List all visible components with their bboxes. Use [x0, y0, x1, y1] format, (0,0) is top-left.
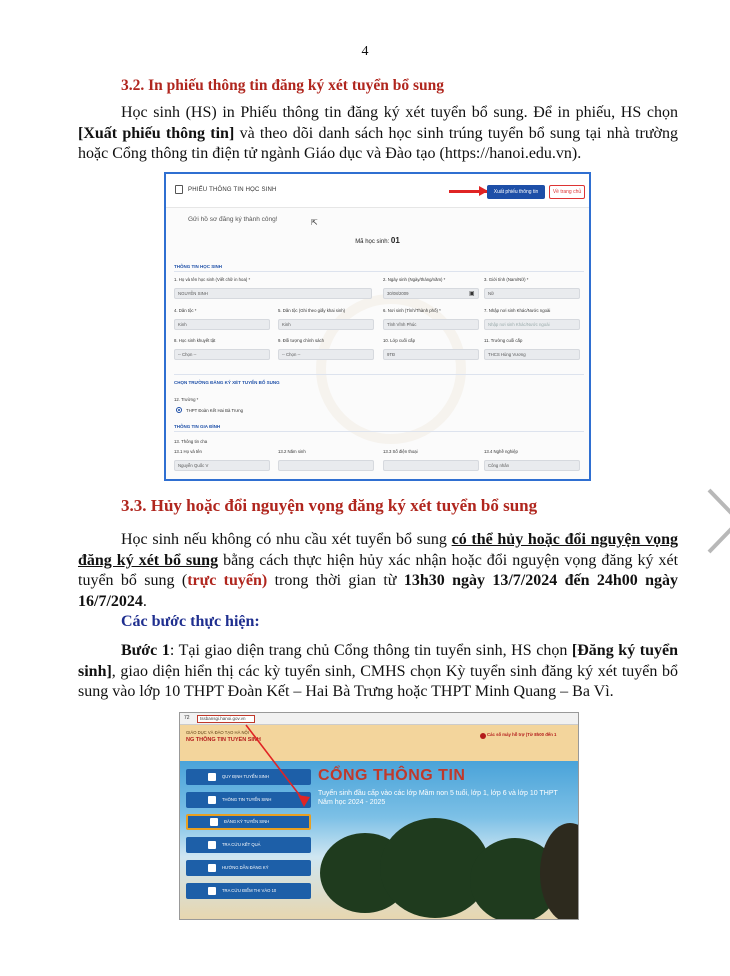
home-button[interactable]: Về trang chủ — [549, 185, 585, 199]
menu-label: TRA CỨU KẾT QUẢ — [222, 842, 261, 847]
field-9-label: 9. Đối tượng chính sách — [278, 338, 325, 343]
para-underline: có thể hủy hoặc đổi nguyện vọng đăng ký xét bổ sung — [78, 531, 678, 569]
field-6-label: 6. Nơi sinh (Tỉnh/Thành phố) * — [383, 308, 441, 313]
field-13-3-input[interactable] — [383, 460, 479, 471]
field-6-select[interactable]: Tỉnh Vĩnh Phúc — [383, 319, 479, 330]
org-name: GIÁO DỤC VÀ ĐÀO TẠO HÀ NỘI — [186, 730, 249, 735]
banner-year: Năm học 2024 - 2025 — [318, 799, 386, 806]
field-13-2-input[interactable] — [278, 460, 374, 471]
chevron-right-icon[interactable] — [705, 486, 730, 556]
para-text: bằng cách thực hiện hủy xác nhận hoặc đổi nguyện vọng đăng ký xét tuyển bổ sung ( — [78, 551, 679, 589]
student-code — [166, 236, 589, 245]
para-bold: [Đăng ký tuyển sinh] — [78, 642, 679, 680]
section-3-2-paragraph — [78, 103, 678, 165]
divider — [174, 374, 584, 375]
section-student-info: THÔNG TIN HỌC SINH — [174, 264, 222, 269]
para-text: , giao diện hiển thị các kỳ tuyển sinh, CMHS chọn Kỳ tuyển sinh đăng ký xét tuyển bổ sung vào lớp 10 THPT Đoàn Kết – Hai Bà Trưng hoặc THPT Minh Quang – Ba Vì. — [78, 662, 678, 700]
field-2-input[interactable]: 30/08/2009 — [383, 288, 479, 299]
field-5-label: 5. Dân tộc (Ghi theo giấy khai sinh) — [278, 308, 346, 313]
url-field[interactable]: tssbansgi.hanoi.gov.vn — [197, 715, 255, 723]
field-5-select[interactable]: Kinh — [278, 319, 374, 330]
menu-icon — [208, 773, 216, 781]
phone-icon — [480, 733, 486, 739]
school-radio[interactable] — [176, 407, 182, 413]
field-13-label: 13. Thông tin cha — [174, 439, 208, 444]
divider — [174, 431, 584, 432]
field-9-select[interactable]: -- Chọn -- — [278, 349, 374, 360]
field-8-label: 8. Học sinh khuyết tật — [174, 338, 216, 343]
field-13-1-label: 13.1 Họ và tên — [174, 449, 202, 454]
menu-item[interactable] — [186, 883, 311, 899]
menu-icon — [208, 864, 216, 872]
step-1-paragraph — [78, 641, 678, 703]
hotline-text[interactable]: Các số máy hỗ trợ (Từ 8h00 đến 1 — [487, 732, 557, 737]
field-7-label: 7. Nhập nơi sinh Khác/Nước ngoài — [484, 308, 551, 313]
menu-icon — [208, 841, 216, 849]
field-10-label: 10. Lớp cuối cấp — [383, 338, 415, 343]
student-code-label: Mã học sinh: — [355, 239, 390, 245]
export-info-button[interactable]: Xuất phiếu thông tin — [487, 185, 545, 199]
field-11-input[interactable]: THCS Hùng Vương — [484, 349, 580, 360]
field-1-label: 1. Họ và tên học sinh (Viết chữ in hoa) * — [174, 277, 251, 282]
field-13-1-input[interactable]: Nguyễn Quốc V — [174, 460, 270, 471]
field-4-label: 4. Dân tộc * — [174, 308, 197, 313]
banner-title: CỔNG THÔNG TIN — [318, 767, 466, 784]
field-1-input[interactable]: NGUYỄN SINH — [174, 288, 372, 299]
menu-icon — [210, 818, 218, 826]
para-text: . — [142, 592, 147, 610]
page-number: 4 — [361, 44, 369, 59]
form-screenshot — [164, 172, 591, 481]
para-text: : Tại giao diện trang chủ Cổng thông tin tuyển sinh, HS chọn — [169, 642, 572, 659]
watermark-seal — [316, 294, 466, 444]
cursor-icon: ⇱ — [311, 218, 318, 227]
field-2-label: 2. Ngày sinh (Ngày/tháng/năm) * — [383, 277, 446, 282]
field-10-input[interactable]: 9TĐ — [383, 349, 479, 360]
field-7-input[interactable]: Nhập nơi sinh Khác/Nước ngoài — [484, 319, 580, 330]
menu-label: THÔNG TIN TUYỂN SINH — [222, 797, 272, 802]
para-text: Học sinh (HS) in Phiếu thông tin đăng ký xét tuyển bổ sung. Để in phiếu, HS chọn — [121, 104, 678, 121]
form-title: PHIẾU THÔNG TIN HỌC SINH — [188, 187, 277, 193]
banner-subtitle: Tuyển sinh đầu cấp vào các lớp Mầm non 5 tuổi, lớp 1, lớp 6 và lớp 10 THPT — [318, 790, 558, 797]
para-text: Học sinh nếu không có nhu cầu xét tuyển bổ sung — [121, 531, 452, 548]
section-3-2-heading: 3.2. In phiếu thông tin đăng ký xét tuyển bổ sung — [121, 77, 445, 94]
field-4-select[interactable]: Kinh — [174, 319, 270, 330]
portal-name: NG THÔNG TIN TUYỂN SINH — [186, 737, 261, 743]
red-arrow-icon — [226, 721, 336, 811]
field-13-2-label: 13.2 Năm sinh — [278, 449, 306, 454]
field-13-4-label: 13.4 Nghề nghiệp — [484, 449, 518, 454]
calendar-icon[interactable]: ▣ — [469, 291, 475, 297]
field-12-label: 12. Trường * — [174, 397, 199, 402]
field-3-label: 3. Giới tính (Nam/Nữ) * — [484, 277, 529, 282]
success-message: Gửi hồ sơ đăng ký thành công! — [188, 216, 278, 223]
para-bold-time: 13h30 ngày 13/7/2024 đến 24h00 ngày 16/7/2024 — [78, 572, 679, 610]
menu-label: HƯỚNG DẪN ĐĂNG KÝ — [222, 865, 269, 870]
step-label: Bước 1 — [121, 642, 170, 659]
menu-label: TRA CỨU ĐIỂM THI VÀO 10 — [222, 888, 277, 893]
student-code-value: 01 — [390, 236, 400, 245]
field-13-3-label: 13.3 Số điện thoại — [383, 449, 418, 454]
para-text: trong thời gian từ — [267, 572, 404, 589]
section-3-3-paragraph — [78, 530, 678, 612]
section-family-info: THÔNG TIN GIA ĐÌNH — [174, 424, 221, 429]
document-icon — [175, 185, 183, 194]
menu-item[interactable] — [186, 860, 311, 876]
field-13-4-input[interactable]: Công nhân — [484, 460, 580, 471]
menu-label: ĐĂNG KÝ TUYỂN SINH — [224, 819, 270, 824]
field-3-select[interactable]: Nữ — [484, 288, 580, 299]
field-11-label: 11. Trường cuối cấp — [484, 338, 523, 343]
field-12-option: THPT Đoàn Kết Hai Bà Trưng — [186, 408, 244, 413]
form-header — [166, 174, 589, 208]
para-text: và theo dõi danh sách học sinh trúng tuyển bổ sung tại nhà trường hoặc Cổng thông tin điện tử ngành Giáo dục và Đào tạo (https://hanoi.edu.vn). — [78, 124, 678, 162]
field-8-select[interactable]: -- Chọn -- — [174, 349, 270, 360]
section-choose-school: CHỌN TRƯỜNG ĐĂNG KÝ XÉT TUYỂN BỔ SUNG — [174, 380, 280, 385]
menu-item-register[interactable] — [186, 814, 311, 830]
para-red: trực tuyến) — [187, 572, 268, 589]
steps-heading: Các bước thực hiện: — [121, 613, 260, 630]
menu-label: QUY ĐỊNH TUYỂN SINH — [222, 774, 269, 779]
para-bold: [Xuất phiếu thông tin] — [78, 124, 235, 142]
menu-icon — [208, 887, 216, 895]
menu-item[interactable] — [186, 837, 311, 853]
menu-icon — [208, 796, 216, 804]
portal-screenshot — [179, 712, 579, 920]
divider — [174, 271, 584, 272]
section-3-3-heading: 3.3. Hủy hoặc đổi nguyện vọng đăng ký xét tuyển bổ sung — [121, 496, 538, 515]
tab-number: 72 — [184, 715, 190, 721]
